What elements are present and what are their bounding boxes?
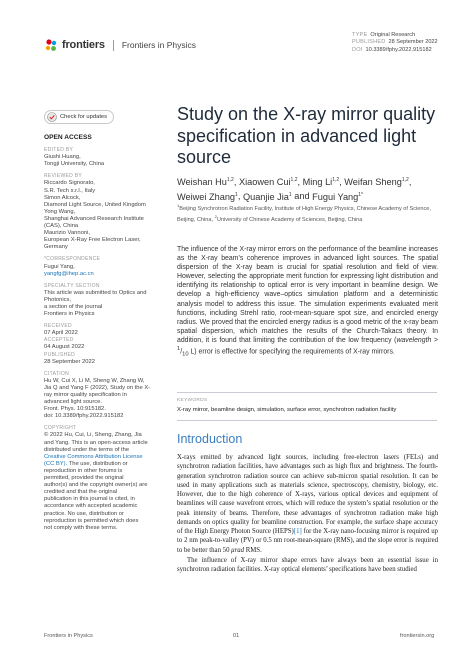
author[interactable]: Weifan Sheng$^{1,2}$ xyxy=(344,177,409,188)
correspondence-email-link[interactable]: yangfg@ihep.ac.cn xyxy=(44,270,94,277)
author[interactable]: Weiwei Zhang$^1$ xyxy=(177,191,238,202)
journal-name: Frontiers in Physics xyxy=(121,40,196,50)
introduction-body xyxy=(177,453,438,574)
frontiers-logo[interactable] xyxy=(44,38,196,52)
license-link-short[interactable]: (CC BY) xyxy=(44,460,66,467)
correspondence: *CORRESPONDENCE Fugui Yang, yangfg@ihep.ac.cn xyxy=(44,256,156,277)
keywords-label: KEYWORDS xyxy=(177,398,208,403)
edited-by: EDITED BY Giushi Huang, Tongji University, China xyxy=(44,147,105,168)
article-sidebar xyxy=(44,134,156,537)
frontiers-logo-icon xyxy=(44,38,58,52)
brand-name: frontiers xyxy=(62,39,105,51)
meta-doi: DOI 10.3389/fphy.2022.915182 xyxy=(352,46,432,53)
check-for-updates-button[interactable]: Check for updates xyxy=(44,110,114,124)
article-meta xyxy=(352,32,438,54)
intro-paragraph: The influence of X-ray mirror shape errors have always been an essential issue in synchrotron radiation facilities. X-ray optical elements’ specifications have been studied xyxy=(177,556,438,573)
author[interactable]: Quanjie Jia$^1$ xyxy=(242,191,292,202)
dates: RECEIVED 07 April 2022 ACCEPTED 04 August 2022 PUBLISHED 28 September 2022 xyxy=(44,323,95,365)
author[interactable]: Fugui Yang$^{1*}$ xyxy=(312,191,364,202)
affiliations: $^1$Beijing Synchrotron Radiation Facility, Institute of High Energy Physics, Chinese Academy of Science, Beijing, China, $^2$University of Chinese Academy of Sciences, Beijing, China xyxy=(177,203,431,223)
keywords: X-ray mirror, beamline design, simulation, surface error, synchrotron radiation facility xyxy=(177,407,397,413)
abstract: The influence of the X-ray mirror errors on the performance of the beamline increases as the X-ray beam’s coherence improves in advanced light sources. The spatial dispersion of the X-ray beam is crucial for spatial resolution and field of view. However, selecting the appropriate merit function for expressing light distribution and identifying its relationship to optical error is very important in beamline design. We develop a high-efficiency wave–optics simulation platform and a deterministic analysis model to address this issue. The simulation experiments evaluated merit functions, including Strehl ratio, root-mean-square spot size, and encircled energy radius. We proved that the encircled energy radius is a good metric of the x-ray beam spatial dispersion, which matches the results of the Church-Takacs theory. In addition, it is found that limiting the contribution of the low frequency (wavelength > $^1/_{10}$ L) error is effective for specifying the requirements of X-ray mirrors. xyxy=(177,246,438,358)
section-heading: Introduction xyxy=(177,432,243,446)
article-title: Study on the X-ray mirror quality specification in advanced light source xyxy=(177,104,436,167)
reviewed-by: REVIEWED BY Riccardo Signorato, S.R. Tech s.r.l., Italy Simon Alcock, Diamond Light Source, United Kingdom Yong Wang, Shanghai Advanced Research Institute (CAS), China Maurizio Vannoni, European X-Ray Free Electron Laser, Germany xyxy=(44,173,146,251)
author-list: Weishan Hu$^{1,2}$, Xiaowen Cui$^{1,2}$, Ming Li$^{1,2}$, Weifan Sheng$^{1,2}$, Weiwei Zhang$^1$, Quanjie Jia$^1$ and Fugui Yang$^{1*}$ xyxy=(177,177,412,202)
copyright: COPYRIGHT © 2022 Hu, Cui, Li, Sheng, Zhang, Jia and Yang. This is an open-access article distributed under the terms of the Creative Commons Attribution License (CC BY). The use, distribution or reproduction in other forums is permitted, provided the original author(s) and the copyright owner(s) are credited and that the original publication in this journal is cited, in accordance with accepted academic practice. No use, distribution or reproduction is permitted which does not comply with these terms. xyxy=(44,425,156,531)
footer-site-link[interactable]: frontiersin.org xyxy=(400,633,435,639)
keywords-divider-bottom xyxy=(177,420,437,421)
author[interactable]: Xiaowen Cui$^{1,2}$ xyxy=(238,177,298,188)
check-updates-icon xyxy=(47,112,57,122)
license-link[interactable]: Creative Commons Attribution License xyxy=(44,453,143,460)
intro-paragraph: X-rays emitted by advanced light sources, including free-electron lasers (FELs) and synchrotron radiation facilities, have advantages such as high flux and brightness. The fourth-generation synchrotron radiation source can achieve sub-micron spatial resolution. It can be used in many applications such as materials science, spectroscopy, chemistry, biology, etc. However, due to the high coherence of X-rays, various optical devices and equipment of beamlines will cause wavefront errors, which will reduce the system’s spatial resolution or the peak intensity of beams. Therefore, these advantages of synchrotron radiation make high demands on optics quality for beamline construction. For example, the surface shape accuracy of the High Energy Photon Source (HEPS)[1] for the X-ray nano-focusing mirror is required up to 2 nm peak-to-valley (PV) or 0.5 nm root-mean-square (RMS), and the slope error is required to be better than 50 μrad RMS. xyxy=(177,454,438,554)
logo-divider xyxy=(113,40,114,51)
specialty-section: SPECIALTY SECTION This article was submitted to Optics and Photonics, a section of the journal Frontiers in Physics xyxy=(44,282,147,318)
page-number: 01 xyxy=(233,633,240,639)
citation: CITATION Hu W, Cui X, Li M, Sheng W, Zhang W, Jia Q and Yang F (2022), Study on the X- ray mirror quality specification in advanced light source. Front. Phys. 10:915182. doi: 10.3389/fphy.2022.915182 xyxy=(44,370,151,420)
footer-journal: Frontiers in Physics xyxy=(44,633,93,639)
meta-type: TYPE Original Research xyxy=(352,32,416,38)
reference-link[interactable]: [1] xyxy=(293,528,302,535)
open-access-label: OPEN ACCESS xyxy=(44,134,92,141)
author[interactable]: Weishan Hu$^{1,2}$ xyxy=(177,177,234,188)
keywords-divider-top xyxy=(177,392,437,393)
meta-published: PUBLISHED 28 September 2022 xyxy=(352,39,438,46)
author[interactable]: Ming Li$^{1,2}$ xyxy=(302,177,340,188)
